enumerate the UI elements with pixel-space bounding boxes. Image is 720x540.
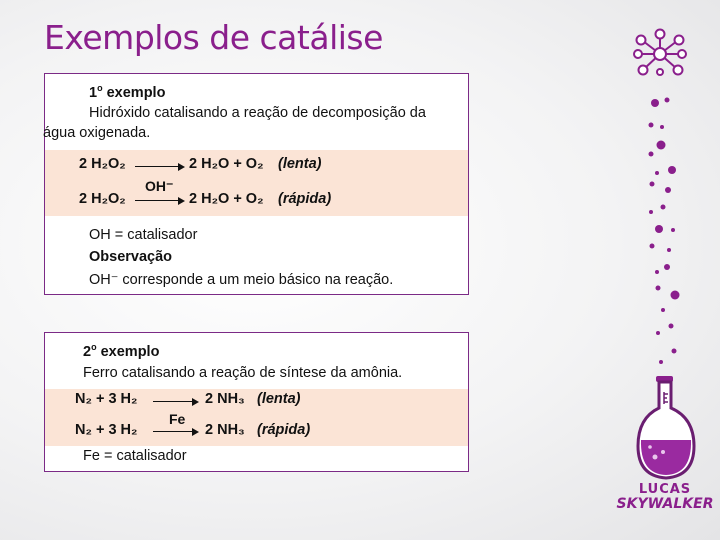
bubbles-decoration — [649, 98, 680, 365]
example-1-heading: 1$^o$ exemplo — [89, 83, 166, 101]
example-2-eq1-reactants: N₂ + 3 H₂ — [75, 391, 138, 407]
example-1-description-line-2: água oxigenada. — [43, 125, 151, 141]
example-2-eq1-products: 2 NH₃ — [205, 391, 245, 407]
example-2-eq1-arrow — [153, 401, 197, 402]
example-1-eq1-products: 2 H₂O + O₂ — [189, 156, 264, 172]
example-2-catalyst-line: Fe = catalisador — [83, 448, 187, 464]
example-2-heading: 2$^o$ exemplo — [83, 342, 160, 360]
example-1-eq1-arrow — [135, 166, 183, 167]
example-1-eq2-products: 2 H₂O + O₂ — [189, 191, 264, 207]
example-1-catalyst-above-arrow: OH⁻ — [145, 178, 174, 194]
example-2-eq1-rate: (lenta) — [257, 391, 301, 407]
slide-title: Exemplos de catálise — [44, 18, 383, 57]
logo-text-line-2: SKYWALKER — [616, 496, 714, 512]
example-1-catalyst-line: OH = catalisador — [89, 227, 198, 243]
example-1-eq2-rate: (rápida) — [278, 191, 332, 207]
example-2-eq2-reactants: N₂ + 3 H₂ — [75, 422, 138, 438]
example-2-panel — [44, 332, 469, 472]
example-2-eq2-arrow — [153, 431, 197, 432]
example-1-observation-text: OH⁻ corresponde a um meio básico na reação. — [89, 272, 394, 288]
molecule-icon — [634, 30, 686, 76]
example-2-description: Ferro catalisando a reação de síntese da amônia. — [83, 365, 403, 381]
example-1-eq1-reactants: 2 H₂O₂ — [79, 156, 126, 172]
example-1-eq2-reactants: 2 H₂O₂ — [79, 191, 126, 207]
example-1-observation-label: Observação — [89, 249, 173, 265]
example-1-description-line-1: Hidróxido catalisando a reação de decomposição da — [89, 105, 426, 121]
flask-icon — [638, 376, 694, 478]
logo-text-line-1: LUCAS — [638, 482, 692, 497]
example-2-eq2-products: 2 NH₃ — [205, 422, 245, 438]
example-2-catalyst-above-arrow: Fe — [169, 411, 186, 427]
example-2-eq2-rate: (rápida) — [257, 422, 311, 438]
example-1-eq2-arrow — [135, 200, 183, 201]
example-1-eq1-rate: (lenta) — [278, 156, 322, 172]
example-1-panel — [44, 73, 469, 295]
